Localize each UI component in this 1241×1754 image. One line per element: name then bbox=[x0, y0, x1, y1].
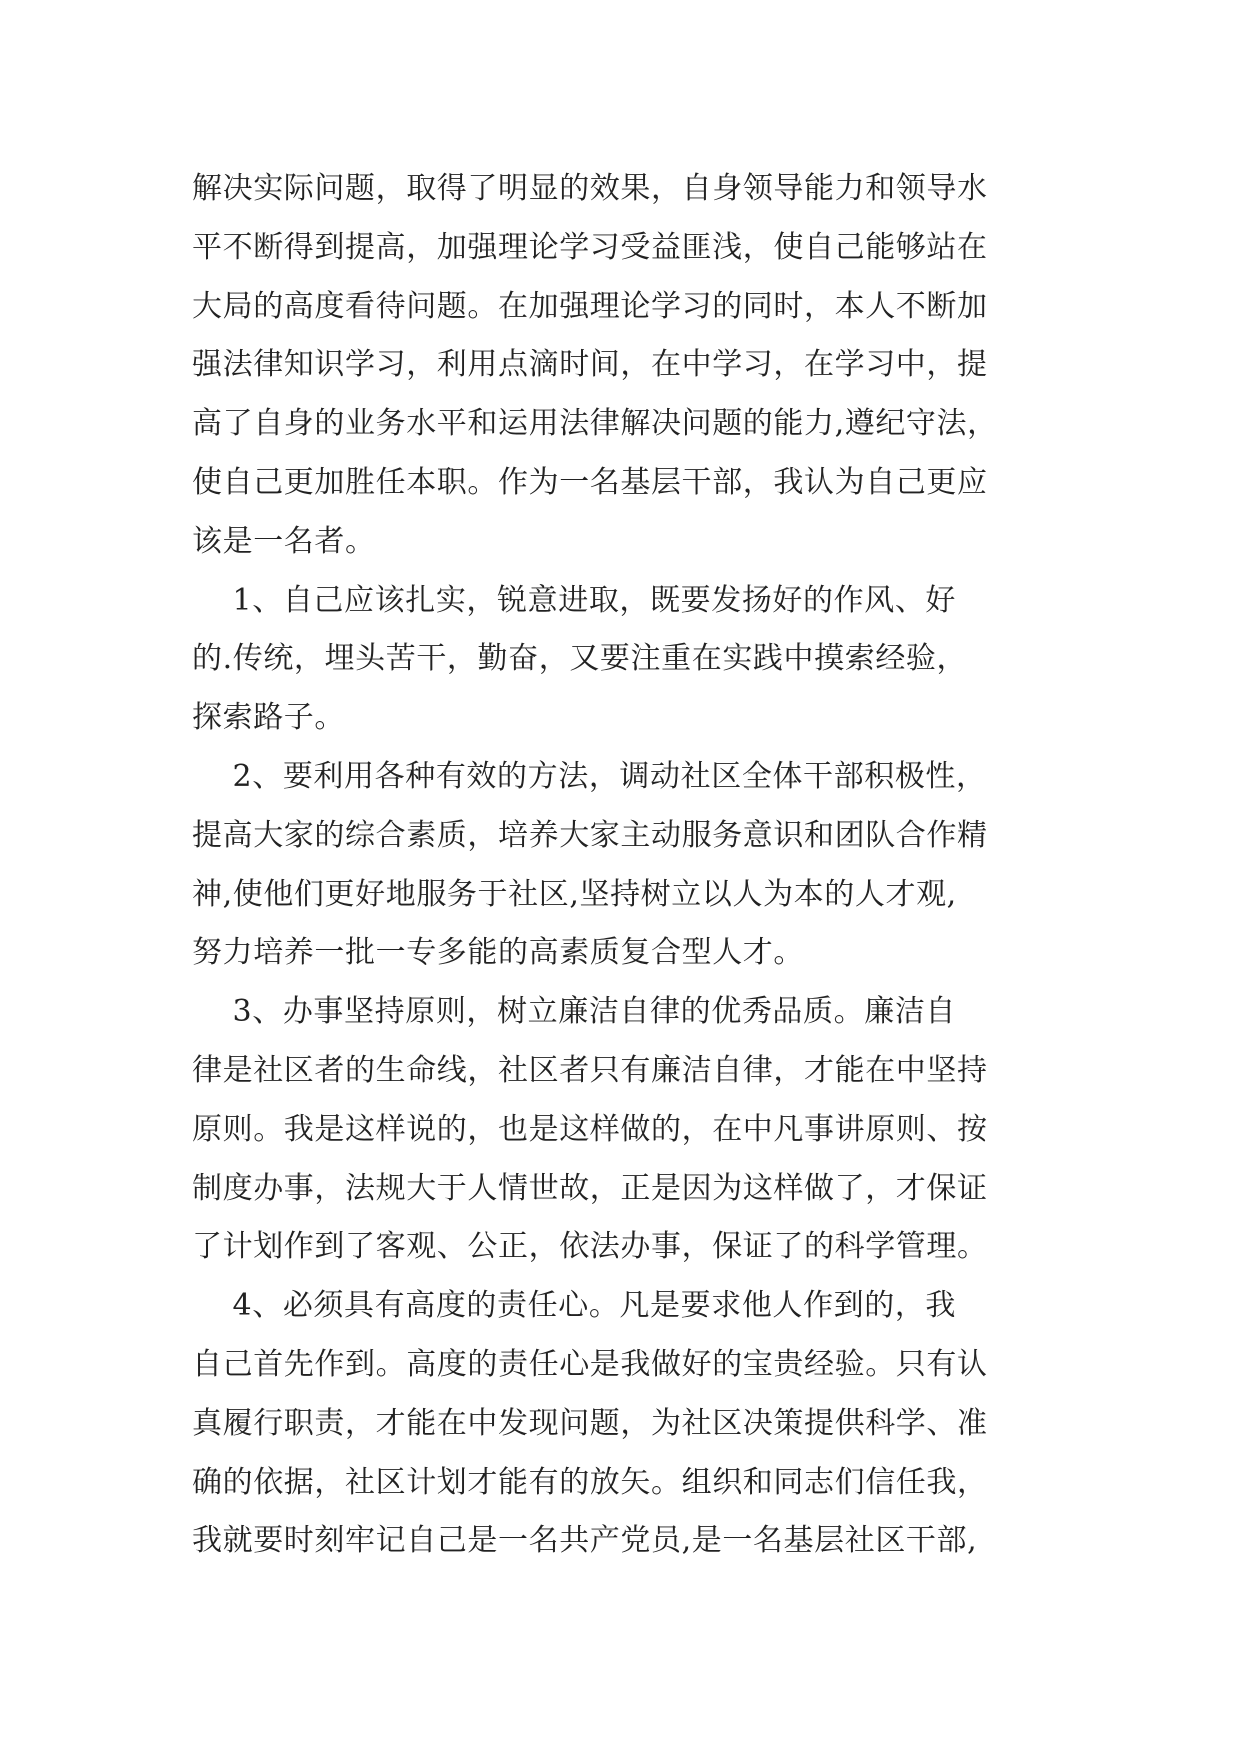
text-line: 律是社区者的生命线，社区者只有廉洁自律，才能在中坚持 bbox=[192, 1052, 988, 1088]
text-line: 努力培养一批一专多能的高素质复合型人才。 bbox=[192, 935, 804, 971]
text-line: 高了自身的业务水平和运用法律解决问题的能力,遵纪守法， bbox=[192, 406, 998, 442]
text-line: 提高大家的综合素质，培养大家主动服务意识和团队合作精 bbox=[192, 817, 988, 853]
text-line: 平不断得到提高，加强理论学习受益匪浅，使自己能够站在 bbox=[192, 229, 988, 265]
text-line: 制度办事，法规大于人情世故，正是因为这样做了，才保证 bbox=[192, 1170, 988, 1206]
text-line: 使自己更加胜任本职。作为一名基层干部，我认为自己更应 bbox=[192, 464, 988, 500]
text-line: 2、要利用各种有效的方法，调动社区全体干部积极性， bbox=[192, 758, 987, 794]
text-line: 强法律知识学习，利用点滴时间，在中学习，在学习中，提 bbox=[192, 347, 988, 383]
text-line: 了计划作到了客观、公正，依法办事，保证了的科学管理。 bbox=[192, 1229, 988, 1265]
text-line: 的.传统，埋头苦干，勤奋，又要注重在实践中摸索经验， bbox=[192, 641, 968, 677]
body-text bbox=[192, 160, 1072, 1571]
text-line: 确的依据，社区计划才能有的放矢。组织和同志们信任我， bbox=[192, 1464, 988, 1500]
text-line: 真履行职责，才能在中发现问题，为社区决策提供科学、准 bbox=[192, 1405, 988, 1441]
text-line: 解决实际问题，取得了明显的效果，自身领导能力和领导水 bbox=[192, 171, 988, 206]
text-line: 4、必须具有高度的责任心。凡是要求他人作到的，我 bbox=[192, 1288, 957, 1324]
text-line: 自己首先作到。高度的责任心是我做好的宝贵经验。只有认 bbox=[192, 1346, 988, 1382]
text-line: 神,使他们更好地服务于社区,坚持树立以人为本的人才观, bbox=[192, 876, 957, 912]
text-line: 大局的高度看待问题。在加强理论学习的同时，本人不断加 bbox=[192, 288, 988, 324]
text-line: 探索路子。 bbox=[192, 700, 345, 736]
text-line: 该是一名者。 bbox=[192, 523, 376, 559]
text-line: 1、自己应该扎实，锐意进取，既要发扬好的作风、好 bbox=[192, 582, 957, 618]
text-line: 我就要时刻牢记自己是一名共产党员,是一名基层社区干部, bbox=[192, 1523, 978, 1559]
text-line: 原则。我是这样说的，也是这样做的，在中凡事讲原则、按 bbox=[192, 1111, 988, 1147]
text-line: 3、办事坚持原则，树立廉洁自律的优秀品质。廉洁自 bbox=[192, 994, 957, 1030]
